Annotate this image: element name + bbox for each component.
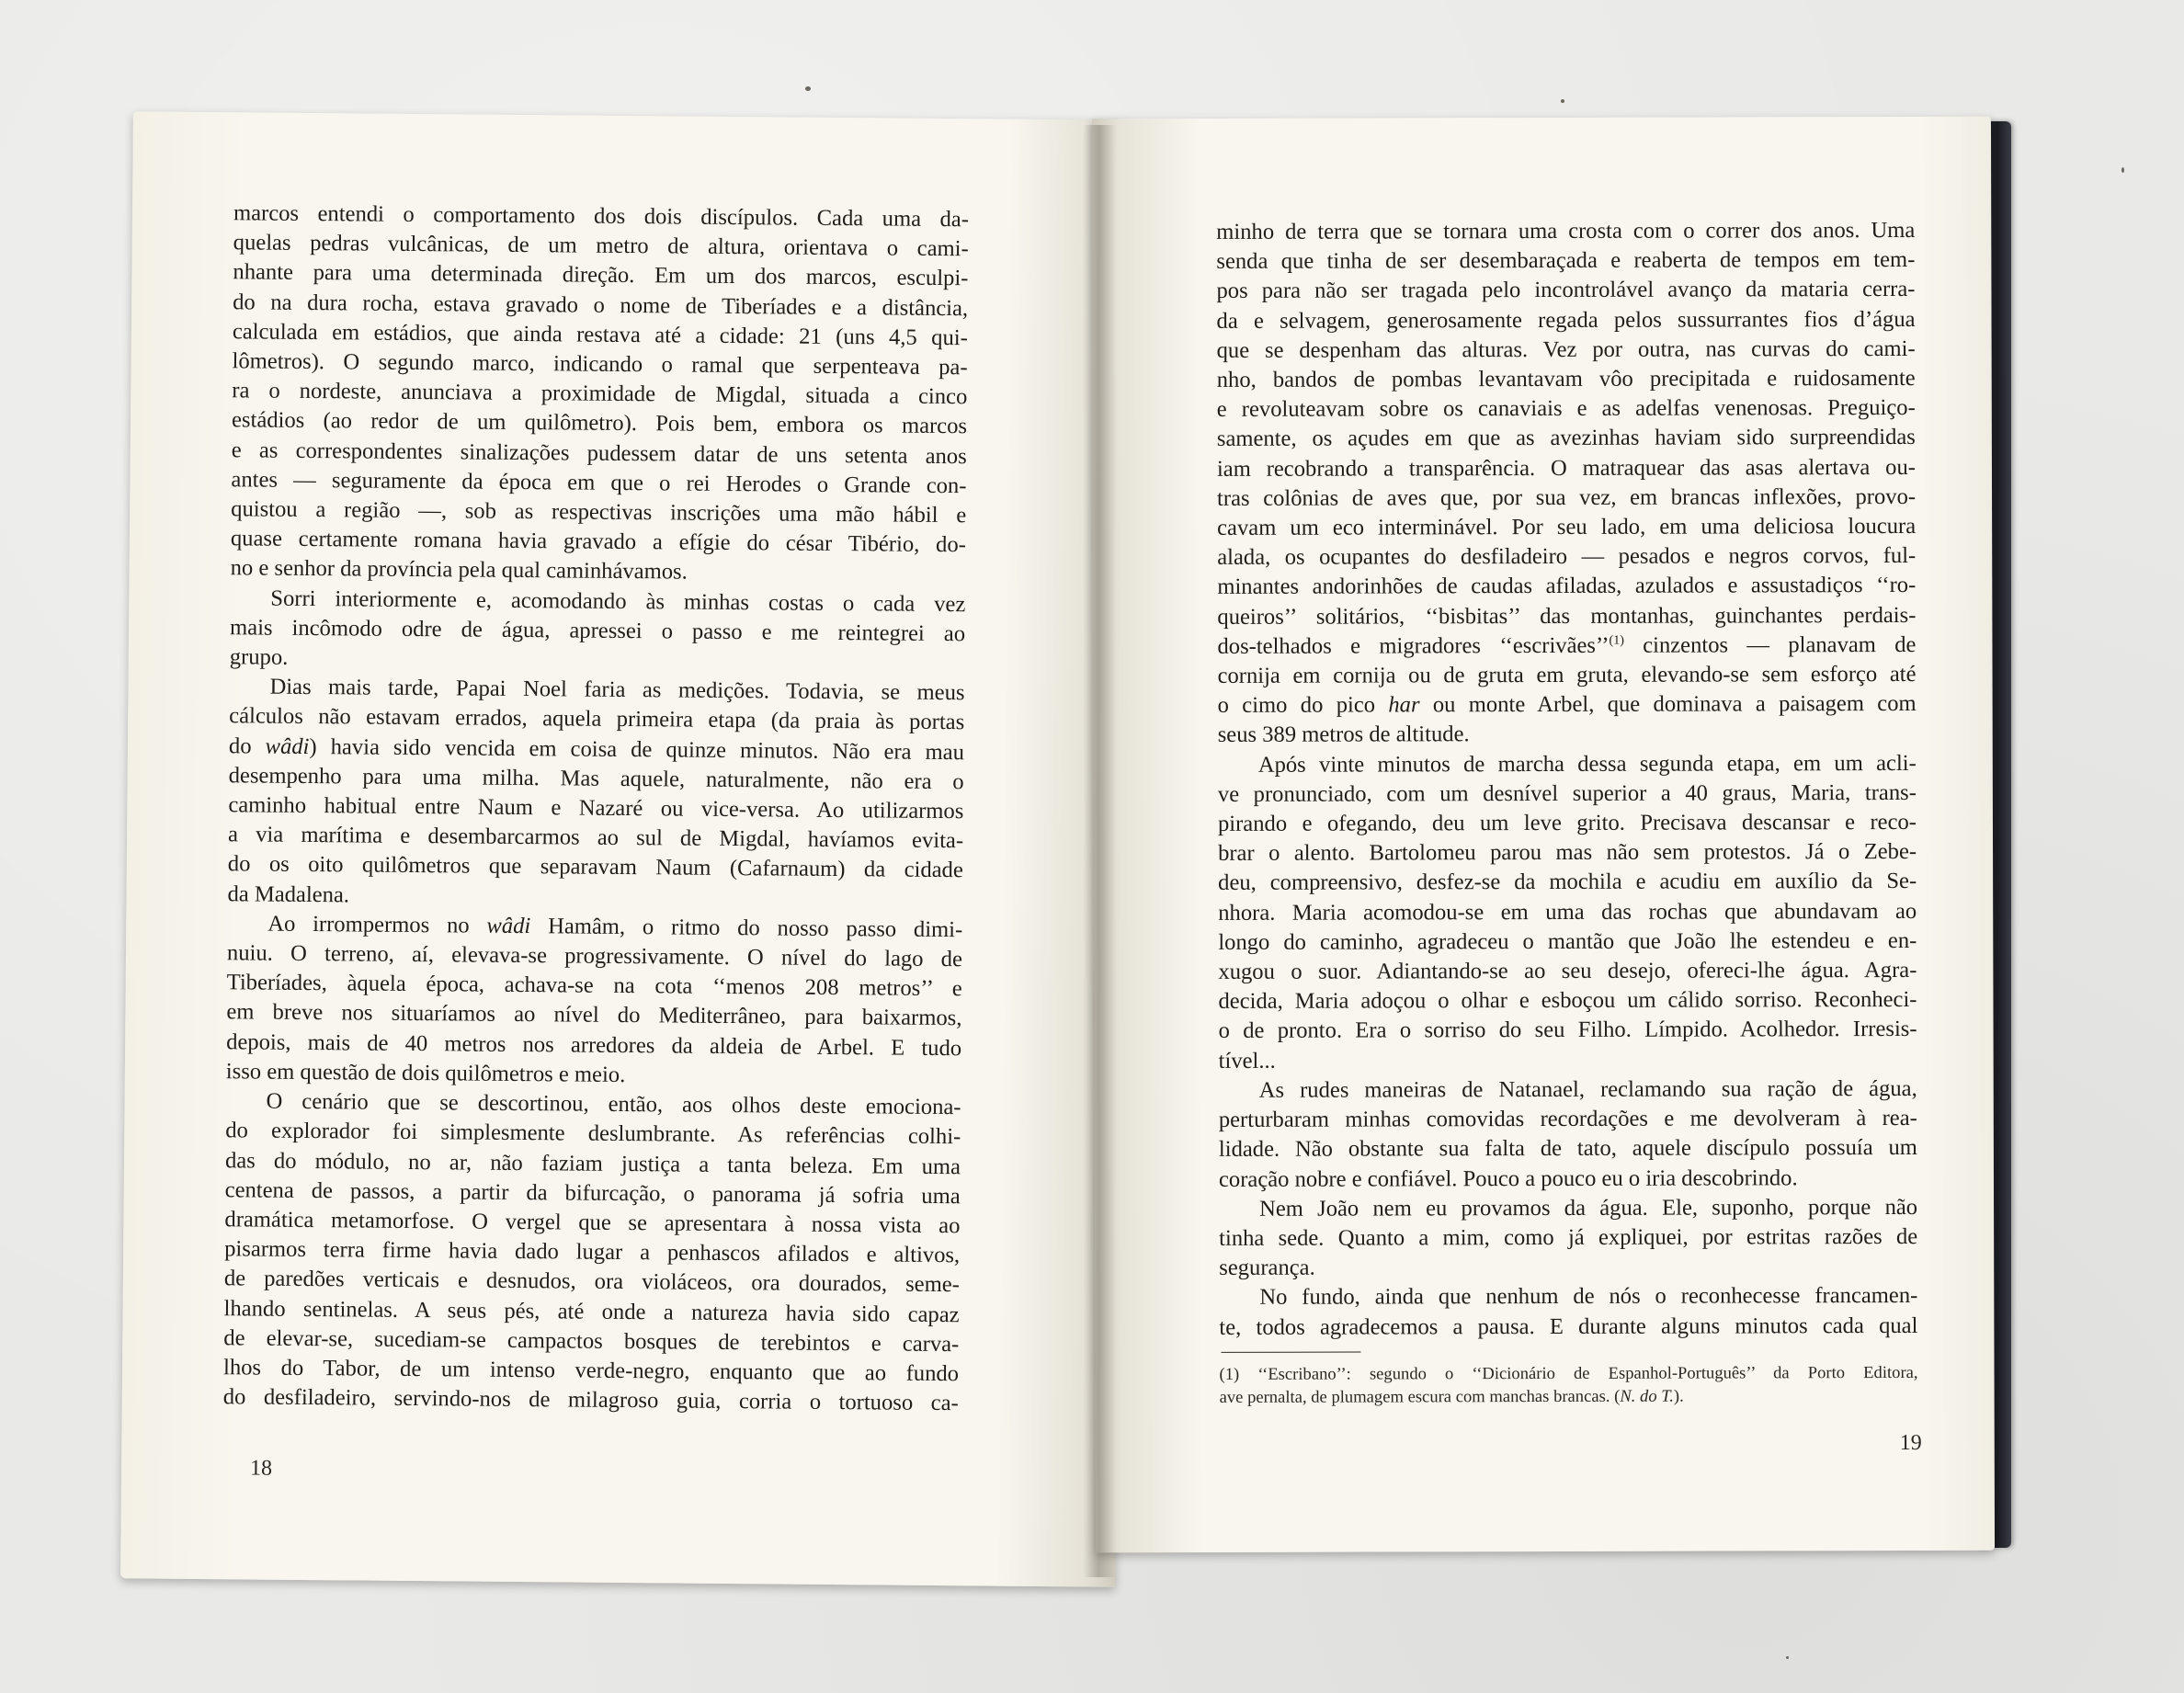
dust-speck (1561, 99, 1564, 103)
text-line: Nem João nem eu provamos da água. Ele, suponho, porque não (1259, 1194, 1918, 1221)
text-line: coração nobre e confiável. Pouco a pouco eu o iria descobrindo. (1218, 1165, 1798, 1192)
footnote-line: ave pernalta, de plumagem escura com manchas brancas. (N. do T.). (1219, 1386, 1684, 1407)
text-line: marcos entendi o comportamento dos dois discípulos. Cada uma da- (233, 200, 970, 233)
text-line: Após vinte minutos de marcha dessa segunda etapa, em um acli- (1257, 750, 1917, 778)
text-line: tível... (1218, 1048, 1276, 1074)
text-line: o de pronto. Era o sorriso do seu Filho. Límpido. Acolhedor. Irresis- (1218, 1017, 1917, 1044)
text-line: te, todos agradecemos a pausa. E durante alguns minutos cada qual (1219, 1312, 1918, 1340)
text-line: cálculos não estavam errados, aquela primeira etapa (da praia às portas (229, 703, 965, 735)
text-line: O cenário que se descortinou, então, aos olhos deste emociona- (266, 1088, 961, 1120)
text-line: senda que tinha de ser desembaraçada e reaberta de tempos em tem- (1216, 247, 1916, 275)
text-line: nhante para uma determinada direção. Em um dos marcos, esculpi- (233, 259, 969, 291)
text-line: estádios (ao redor de um quilômetro). Pois bem, embora os marcos (231, 407, 968, 439)
text-line: caminho habitual entre Naum e Nazaré ou vice-versa. Ao utilizarmos (228, 792, 964, 824)
text-line: no e senhor da província pela qual caminhávamos. (230, 555, 688, 585)
footnote-rule (1221, 1352, 1360, 1353)
text-line: minho de terra que se tornara uma crosta com o correr dos anos. Uma (1216, 217, 1916, 244)
text-line: desempenho para uma milha. Mas aquele, naturalmente, não era o (228, 763, 964, 795)
text-line: de paredões verticais e desnudos, ora violáceos, ora dourados, seme- (223, 1266, 960, 1298)
text-line: mais incômodo odre de água, apressei o passo e me reintegrei ao (229, 615, 966, 647)
text-line: Sorri interiormente e, acomodando às minhas costas o cada vez (270, 585, 966, 617)
text-line: longo do caminho, agradeceu o mantão que João lhe estendeu e en- (1218, 927, 1917, 955)
dust-speck (1786, 1656, 1789, 1659)
dust-speck (2121, 167, 2124, 173)
text-line: do desfiladeiro, servindo-nos de milagroso guia, corria o tortuoso ca- (222, 1384, 959, 1416)
text-line: lhando sentinelas. A seus pés, até onde a natureza havia sido capaz (223, 1295, 960, 1327)
text-line: tinha sede. Quanto a mim, como já expliquei, por estritas razões de (1219, 1223, 1918, 1251)
right-page-number: 19 (1899, 1430, 1922, 1455)
text-line: samente, os açudes em que as avezinhas haviam sido surpreendidas (1216, 425, 1916, 452)
text-line: xugou o suor. Adiantando-se ao seu desejo, ofereci-lhe água. Agra- (1218, 958, 1917, 985)
text-line: dramática metamorfose. O vergel que se apresentara à nossa vista ao (224, 1207, 961, 1239)
text-line: cornija em cornija ou de gruta em gruta, elevando-se sem esforço até (1217, 661, 1917, 688)
text-line: dos-telhados e migradores ‘‘escrivães’’$^{(1)}$ cinzentos — planavam de (1217, 631, 1917, 659)
text-line: do explorador foi simplesmente deslumbrante. As referências colhi- (225, 1118, 961, 1150)
text-line: em breve nos situaríamos ao nível do Mediterrâneo, para baixarmos, (226, 999, 962, 1031)
text-line: ve pronunciado, com um desnível superior a 40 graus, Maria, trans- (1217, 779, 1917, 807)
right-page-text (1216, 216, 1917, 1343)
text-line: que se despenham das alturas. Vez por outra, nas curvas do cami- (1216, 335, 1916, 363)
text-line: quase certamente romana havia gravado a efígie do césar Tibério, do- (230, 526, 967, 558)
text-line: queiros’’ solitários, ‘‘bisbitas’’ das montanhas, guinchantes perdais- (1217, 602, 1917, 630)
text-line: do wâdi) havia sido vencida em coisa de quinze minutos. Não era mau (228, 733, 965, 765)
text-line: do na dura rocha, estava gravado o nome de Tiberíades e a distância, (233, 289, 969, 321)
text-line: depois, mais de 40 metros nos arredores da aldeia de Arbel. E tudo (226, 1028, 962, 1061)
text-line: do os oito quilômetros que separavam Naum (Cafarnaum) da cidade (227, 851, 963, 883)
text-line: das do módulo, no ar, não faziam justiça a tanta beleza. Em uma (224, 1147, 961, 1179)
text-line: a via marítima e desembarcarmos ao sul de Migdal, havíamos evita- (228, 822, 964, 854)
text-line: de elevar-se, sucediam-se campactos bosques de terebintos e carva- (223, 1324, 960, 1357)
text-line: perturbaram minhas comovidas recordações e me devolveram à rea- (1218, 1106, 1917, 1133)
text-line: decida, Maria adoçou o olhar e esboçou um cálido sorriso. Reconheci- (1218, 987, 1917, 1015)
text-line: calculada em estádios, que ainda restava até a cidade: 21 (uns 4,5 qui- (232, 319, 968, 351)
text-line: Dias mais tarde, Papai Noel faria as medições. Todavia, se meus (269, 674, 965, 706)
text-line: nuiu. O terreno, aí, elevava-se progressivamente. O nível do lago de (226, 940, 963, 972)
text-line: quistou a região —, sob as respectivas inscrições uma mão hábil e (231, 496, 967, 528)
text-line: lhos do Tabor, de um intenso verde-negro, enquanto que ao fundo (222, 1355, 960, 1387)
text-line: da Madalena. (227, 881, 350, 908)
text-line: tras colônias de aves que, por sua vez, em brancas inflexões, provo- (1217, 483, 1917, 511)
footnote-line: (1) ‘‘Escribano’’: segundo o ‘‘Dicionário de Espanhol-Português’’ da Porto Editora, (1219, 1362, 1918, 1384)
dust-speck (805, 86, 811, 91)
text-line: pirando e ofegando, deu um leve grito. Precisava descansar e reco- (1217, 809, 1917, 836)
text-line: centena de passos, a partir da bifurcação, o panorama já sofria uma (224, 1176, 961, 1209)
left-page-text (223, 199, 969, 1418)
text-line: lidade. Não obstante sua falta de tato, aquele discípulo possuía um (1218, 1135, 1917, 1163)
text-line: ra o nordeste, anunciava a proximidade de Migdal, situada a cinco (232, 378, 968, 410)
text-line: e revoluteavam sobre os canaviais e as adelfas venenosas. Preguiço- (1216, 395, 1916, 423)
text-line: segurança. (1219, 1255, 1315, 1281)
text-line: Tiberíades, àquela época, achava-se na cota ‘‘menos 208 metros’’ e (226, 970, 962, 1002)
text-line: isso em questão de dois quilômetros e meio. (225, 1059, 626, 1087)
text-line: Ao irrompermos no wâdi Hamâm, o ritmo do nosso passo dimi- (267, 911, 963, 943)
text-line: alada, os ocupantes do desfiladeiro — pesados e negros corvos, ful- (1217, 543, 1917, 571)
text-line: o cimo do pico har ou monte Arbel, que dominava a paisagem com (1217, 691, 1917, 719)
footnote (1220, 1361, 1918, 1409)
text-line: cavam um eco interminável. Por seu lado, em uma deliciosa loucura (1217, 513, 1917, 540)
text-line: As rudes maneiras de Natanael, reclamando sua ração de água, (1258, 1075, 1917, 1103)
text-line: seus 389 metros de altitude. (1217, 722, 1470, 748)
text-line: brar o alento. Bartolomeu parou mas não sem protestos. Já o Zebe- (1218, 839, 1917, 867)
text-line: e as correspondentes sinalizações pudessem datar de uns setenta anos (231, 437, 967, 469)
text-line: pos para não ser tragada pelo incontrolável avanço da mataria cerra- (1216, 277, 1916, 304)
left-page (120, 111, 1128, 1586)
text-line: pisarmos terra firme havia dado lugar a penhascos afilados e altivos, (224, 1236, 961, 1268)
text-line: minantes andorinhões de caudas afiladas, azulados e assustadiços ‘‘ro- (1217, 573, 1917, 600)
text-line: da e selvagem, generosamente regada pelos sussurrantes fios d’água (1216, 306, 1916, 334)
text-line: No fundo, ainda que nenhum de nós o reconhecesse francamen- (1259, 1283, 1918, 1311)
text-line: quelas pedras vulcânicas, de um metro de altura, orientava o cami- (233, 230, 969, 262)
left-page-number: 18 (249, 1456, 273, 1481)
text-line: nho, bandos de pombas levantavam vôo precipitada e ruidosamente (1216, 365, 1916, 392)
text-line: deu, compreensivo, desfez-se da mochila e acudiu em auxílio da Se- (1218, 869, 1917, 896)
text-line: lômetros). O segundo marco, indicando o ramal que serpenteava pa- (232, 348, 968, 381)
text-line: iam recobrando a transparência. O matraquear das asas alertava ou- (1216, 454, 1916, 482)
text-line: antes — seguramente da época em que o rei Herodes o Grande con- (231, 467, 967, 499)
text-line: grupo. (229, 644, 289, 670)
text-line: nhora. Maria acomodou-se em uma das rochas que abundavam ao (1218, 898, 1917, 926)
right-page (1092, 117, 1995, 1553)
